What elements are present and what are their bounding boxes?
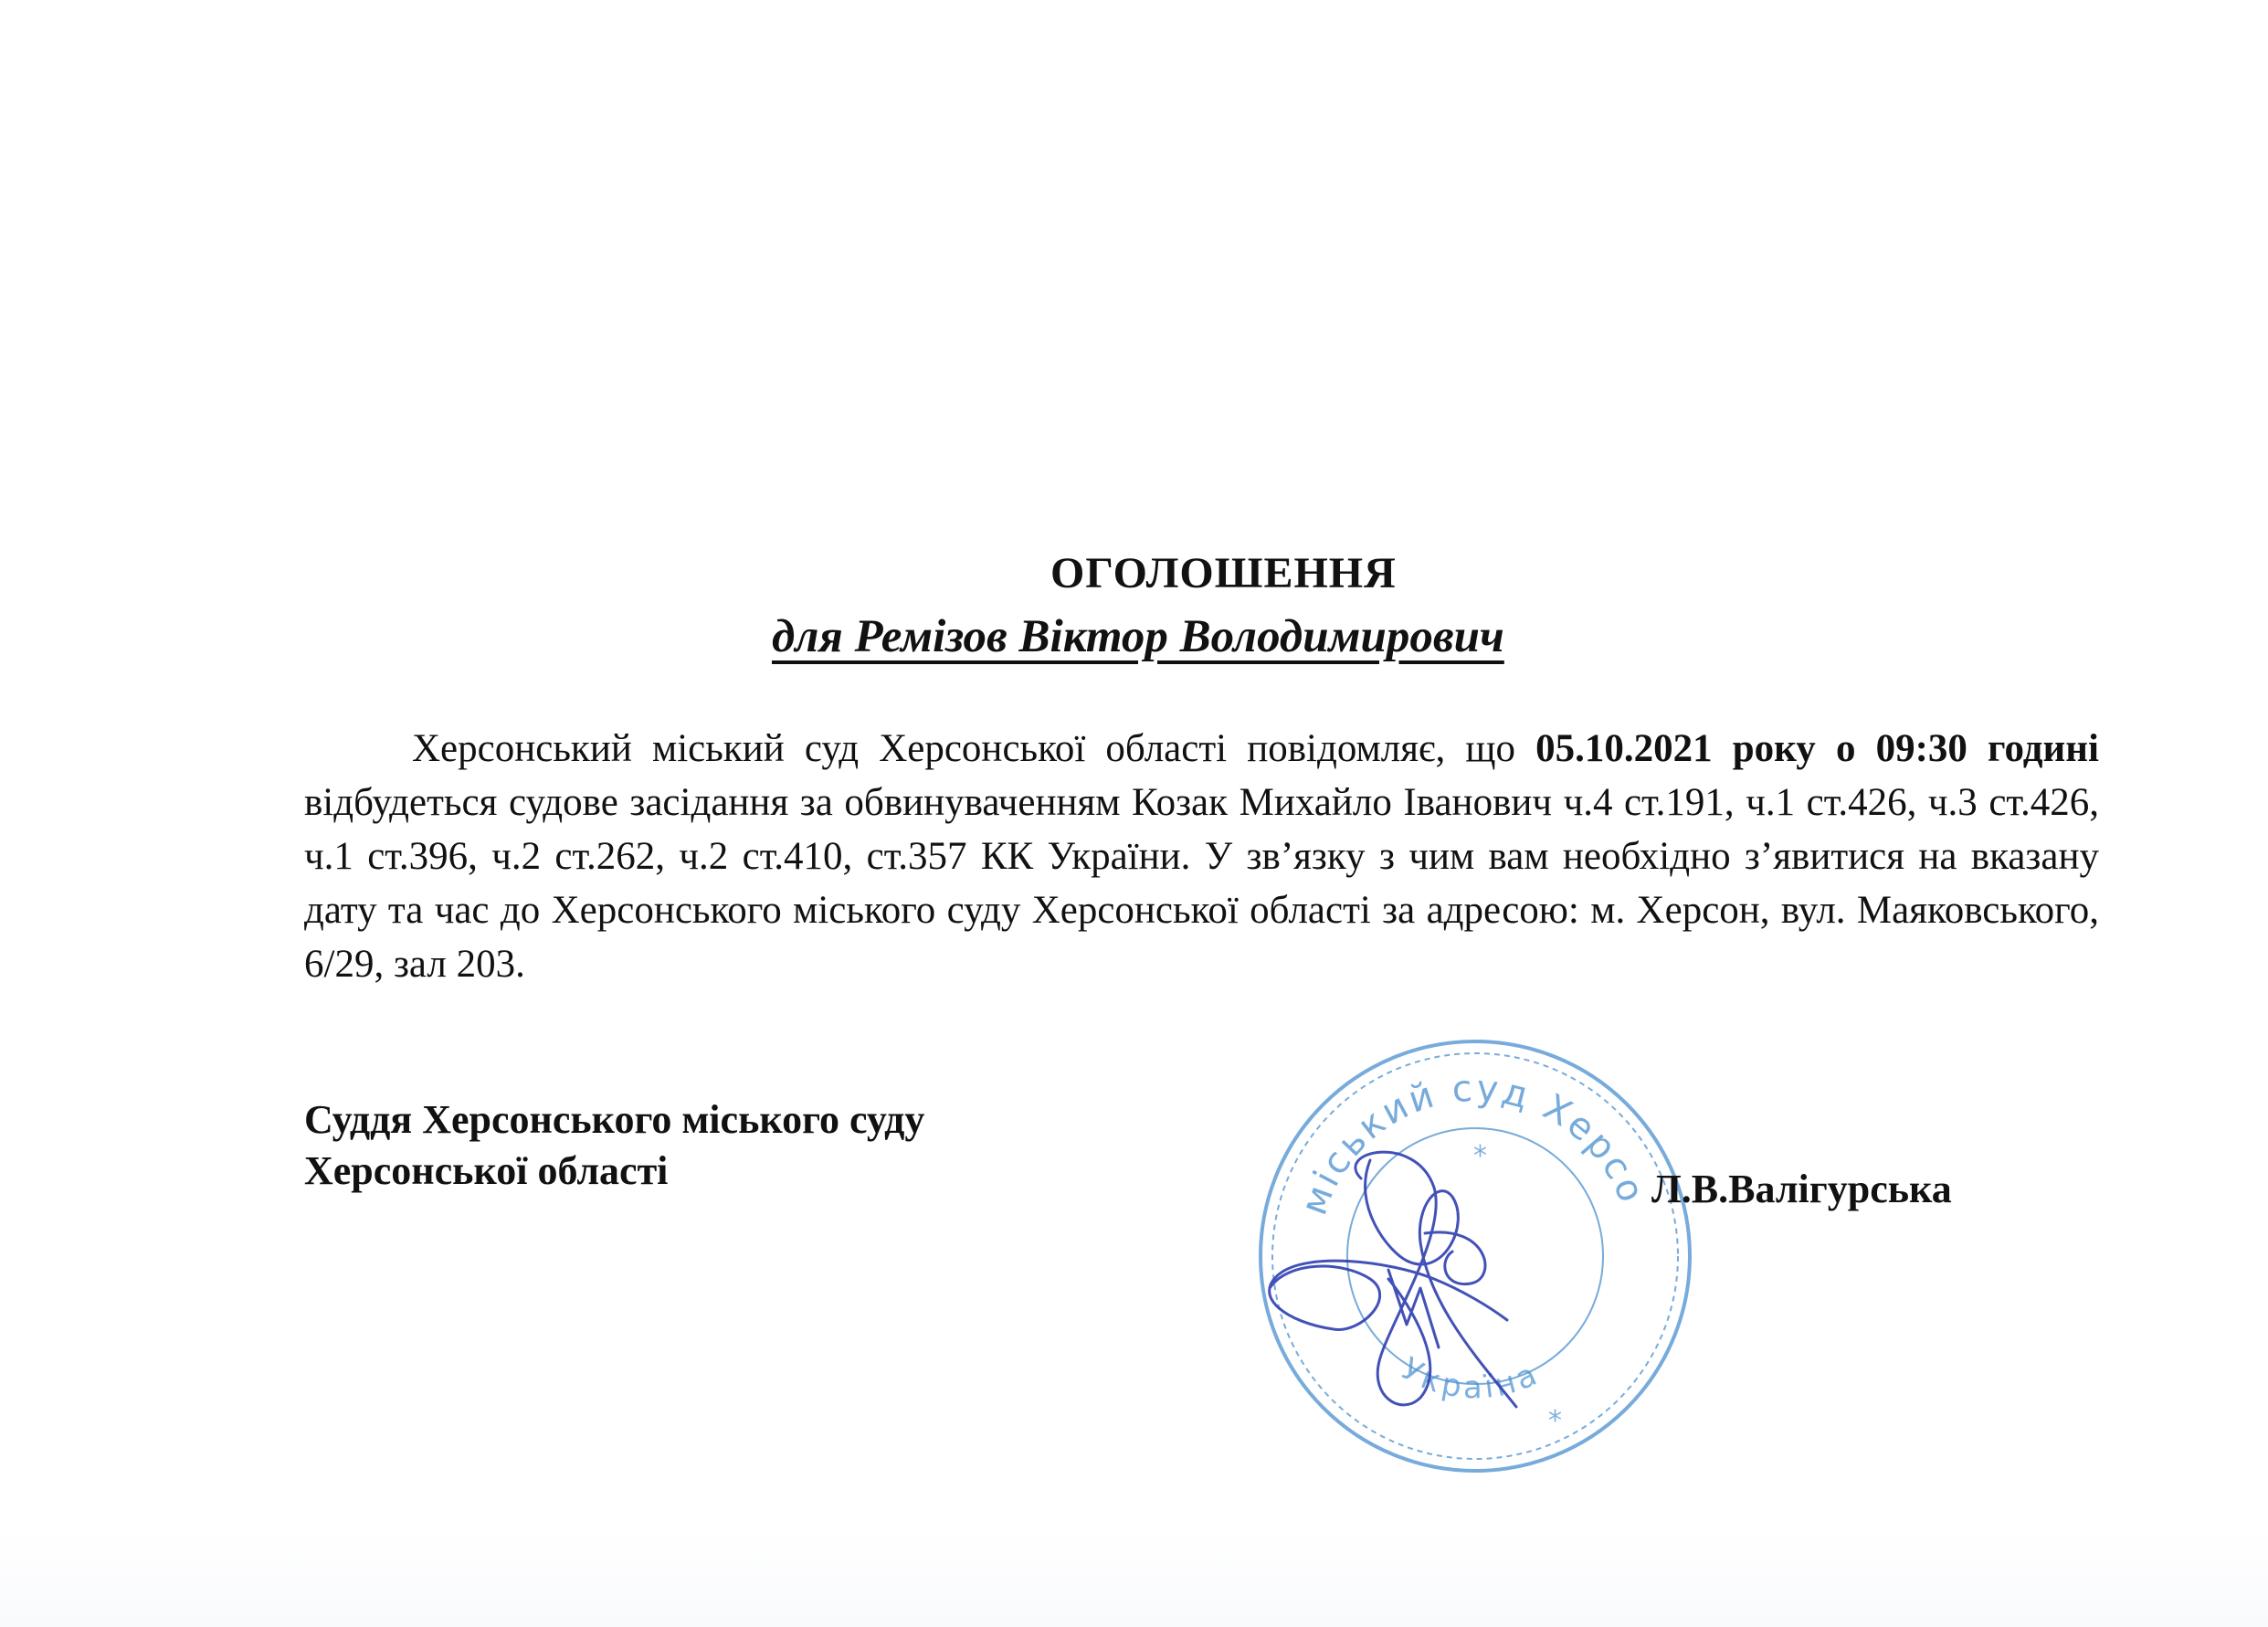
svg-text:*: * bbox=[1548, 1405, 1562, 1437]
svg-text:міський суд Херсо: міський суд Херсо bbox=[1292, 1067, 1654, 1220]
judge-title-line-2: Херсонської області bbox=[304, 1148, 669, 1193]
notice-body bbox=[304, 722, 2099, 991]
handwritten-signature bbox=[1251, 1124, 1544, 1434]
body-text-intro: Херсонський міський суд Херсонської області повідомляє, що bbox=[412, 727, 1536, 770]
document-title: ОГОЛОШЕННЯ bbox=[1050, 549, 1397, 597]
scan-shadow bbox=[0, 1527, 2268, 1627]
svg-text:Україна: Україна bbox=[1395, 1350, 1545, 1407]
judge-title-line-1: Суддя Херсонського міського суду bbox=[304, 1097, 925, 1142]
recipient-line: для Ремізов Віктор Володимирович bbox=[772, 611, 1504, 662]
hearing-date-time: 05.10.2021 року о 09:30 годині bbox=[1535, 727, 2099, 770]
svg-text:*: * bbox=[1473, 1140, 1487, 1172]
judge-title bbox=[304, 1094, 924, 1197]
body-text-main: відбудеться судове засідання за обвинуваченням Козак Михайло Іванович ч.4 ст.191, ч.1 ст.426, ч.3 ст.426, ч.1 ст.396, ч.2 ст.262, ч.2 ст.410, ст.357 КК України. У зв’язку з чим вам необхідно з’явитися на вказану дату та час до Херсонського міського суду Херсонської області за адресою: м. Херсон, вул. Маяковського, 6/29, зал 203. bbox=[304, 781, 2099, 986]
judge-name: Л.В.Валігурська bbox=[1651, 1167, 1952, 1211]
